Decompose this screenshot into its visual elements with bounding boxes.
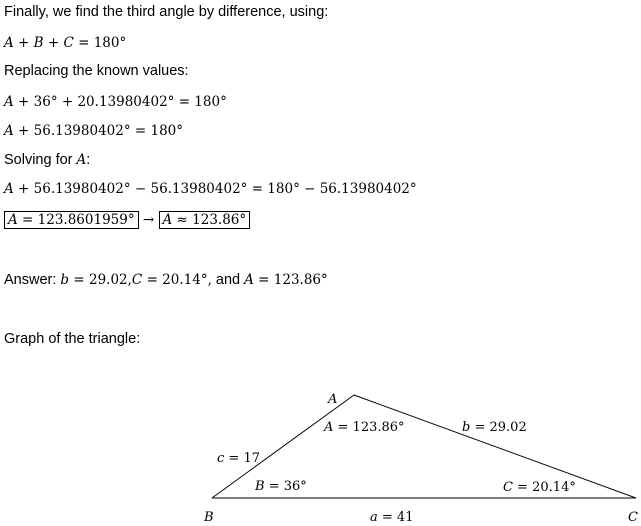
angle-a-value: = 123.86° [337,420,405,435]
equation-combined-rest: + 56.13980402° = 180° [18,123,183,139]
side-c-value: = 17 [228,451,260,466]
vertex-c-label: C [628,510,638,525]
side-b-value: = 29.02 [474,420,527,435]
answer-line: Answer: b = 29.02,C = 20.14°, and A = 123.86° [4,272,328,288]
answer-label: Answer: [4,272,57,288]
angle-c-value: = 20.14° [517,480,576,495]
side-b-line [354,395,636,498]
result-rounded-box: A ≈ 123.86° [159,211,251,229]
side-a-label: a = 41 [370,510,414,525]
vertex-a-label: A [328,392,338,407]
arrow: → [142,212,155,228]
graph-label: Graph of the triangle: [4,331,141,347]
side-a-value: = 41 [381,510,414,525]
result-rounded: ≈ 123.86° [176,212,247,228]
answer-and: and [215,272,241,288]
result-exact: = 123.8601959° [22,212,135,228]
solving-colon: : [86,152,91,168]
angle-c-label: C = 20.14° [503,480,576,495]
equation-angle-sum: A + B + C = 180° [4,35,127,51]
angle-a-label: A = 123.86° [324,420,405,435]
solving-variable: A [76,152,87,168]
side-c-label: c = 17 [217,451,260,466]
answer-b-value: = 29.02, [73,272,132,288]
vertex-b-label: B [204,510,214,525]
replacing-text: Replacing the known values: [4,63,189,79]
intro-text: Finally, we find the third angle by difference, using: [4,4,329,20]
side-b-label: b = 29.02 [462,420,527,435]
equation-combined: A + 56.13980402° = 180° [4,123,183,139]
answer-A-value: = 123.86° [258,272,328,288]
result-exact-box: A = 123.8601959° [4,211,139,229]
solving-label: Solving for [4,152,73,168]
equation-replaced-rest: + 36° + 20.13980402° = 180° [18,94,227,110]
equation-solving: A + 56.13980402° − 56.13980402° = 180° − 56.13980402° [4,181,417,197]
equation-solving-rest: + 56.13980402° − 56.13980402° = 180° − 56.13980402° [18,181,417,197]
angle-b-label: B = 36° [255,479,307,494]
answer-C-value: = 20.14°, [146,272,212,288]
angle-b-value: = 36° [268,479,307,494]
equation-replaced: A + 36° + 20.13980402° = 180° [4,94,227,110]
